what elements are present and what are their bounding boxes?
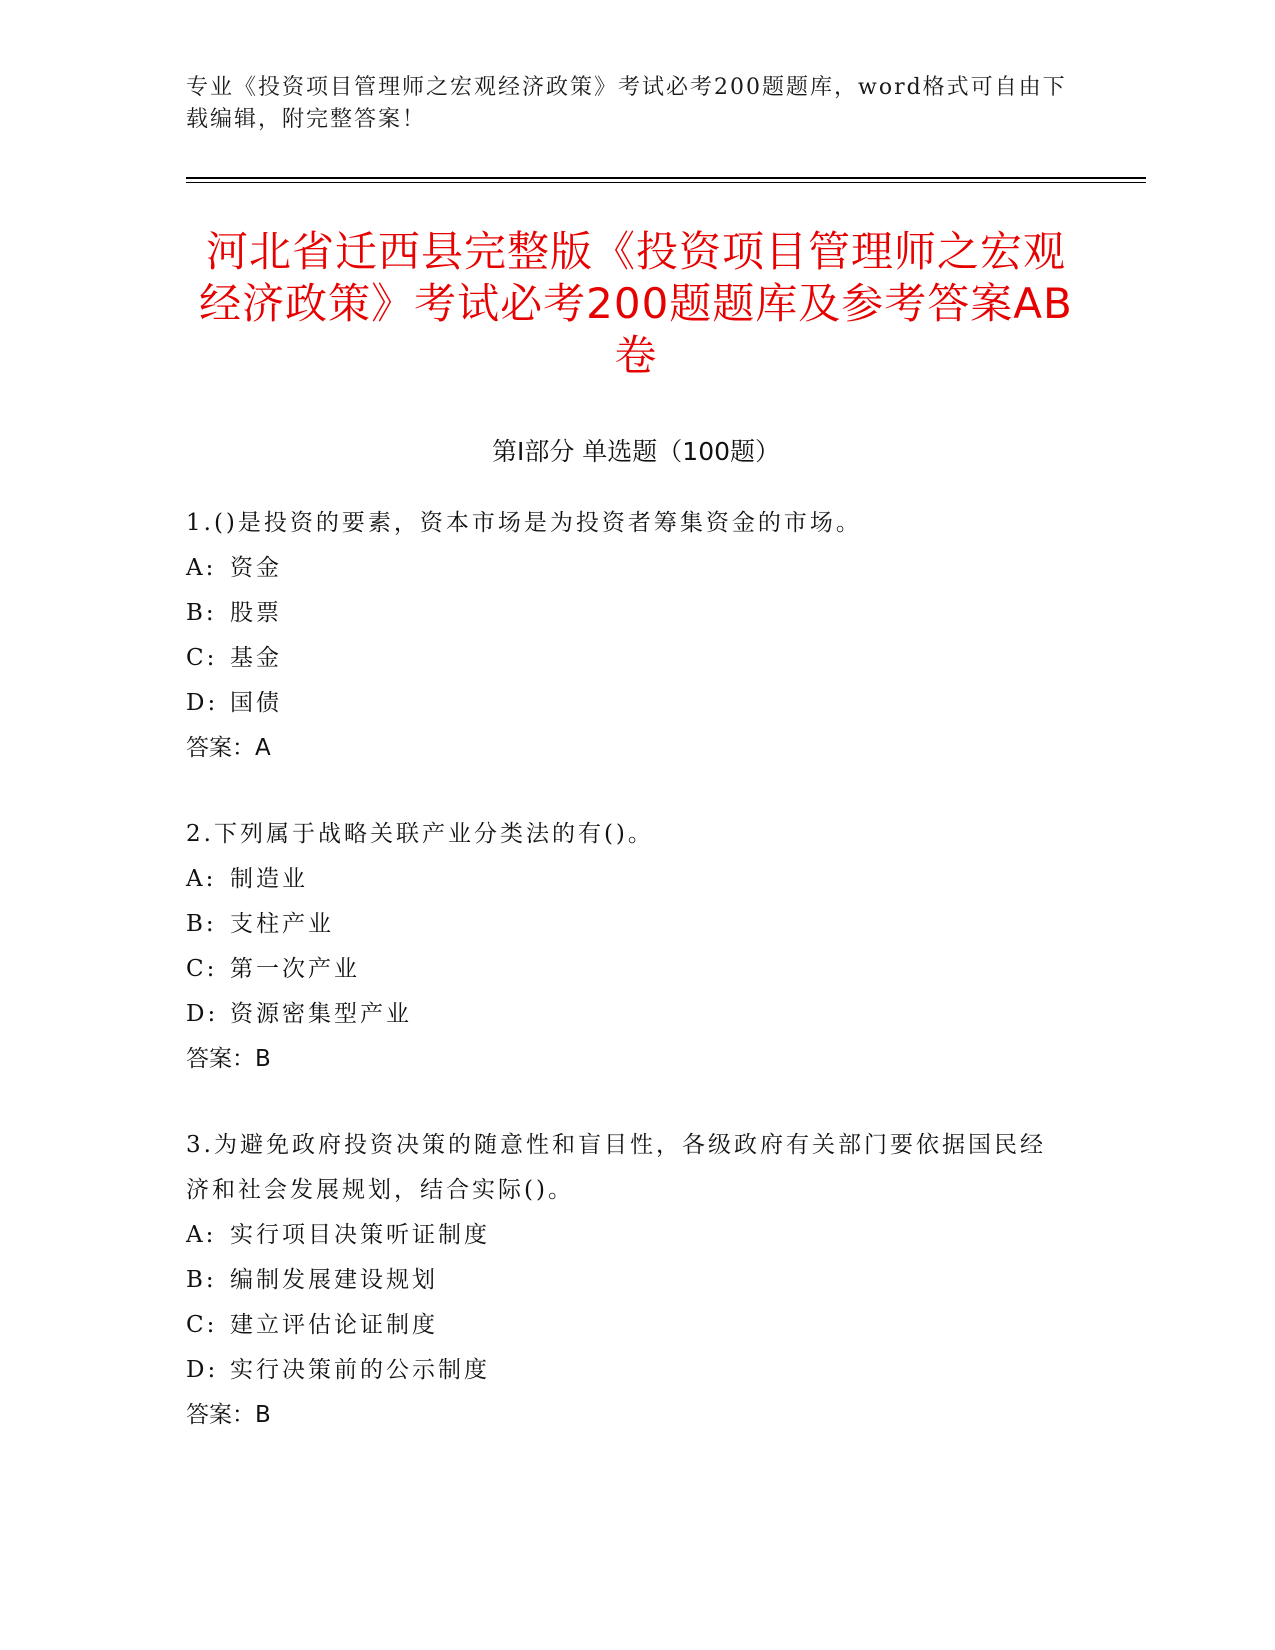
option-key: D: xyxy=(186,1001,219,1027)
answer-line: 答案：B xyxy=(186,1402,271,1428)
option-key: B: xyxy=(186,600,217,626)
header-rule-thick xyxy=(186,177,1146,179)
option-text: 基金 xyxy=(230,645,282,671)
option-c xyxy=(186,636,1066,681)
option-key: A: xyxy=(186,866,217,892)
option-key: C: xyxy=(186,956,218,982)
option-text: 国债 xyxy=(230,690,282,716)
question-stem: 1.()是投资的要素，资本市场是为投资者筹集资金的市场。 xyxy=(186,510,862,536)
header-note: 专业《投资项目管理师之宏观经济政策》考试必考200题题库，word格式可自由下载编辑，附完整答案！ xyxy=(186,75,1067,132)
question-stem: 2.下列属于战略关联产业分类法的有()。 xyxy=(186,821,654,847)
document-title: 河北省迁西县完整版《投资项目管理师之宏观经济政策》考试必考200题题库及参考答案AB卷 xyxy=(199,227,1073,380)
option-c xyxy=(186,947,1066,992)
option-text: 支柱产业 xyxy=(230,911,334,937)
option-text: 资源密集型产业 xyxy=(230,1001,412,1027)
option-text: 第一次产业 xyxy=(230,956,360,982)
option-b xyxy=(186,902,1066,947)
option-a xyxy=(186,857,1066,902)
question-2 xyxy=(186,812,1066,1082)
option-d xyxy=(186,1348,1066,1393)
question-1 xyxy=(186,501,1066,771)
question-3 xyxy=(186,1123,1066,1438)
option-b xyxy=(186,591,1066,636)
option-key: A: xyxy=(186,555,217,581)
option-text: 股票 xyxy=(230,600,282,626)
option-a xyxy=(186,1213,1066,1258)
option-text: 建立评估论证制度 xyxy=(230,1312,438,1338)
option-key: B: xyxy=(186,911,217,937)
option-text: 实行决策前的公示制度 xyxy=(230,1357,490,1383)
answer-line: 答案：B xyxy=(186,1046,271,1072)
option-d xyxy=(186,681,1066,726)
option-a xyxy=(186,546,1066,591)
option-text: 制造业 xyxy=(230,866,308,892)
option-key: B: xyxy=(186,1267,217,1293)
option-d xyxy=(186,992,1066,1037)
question-stem: 3.为避免政府投资决策的随意性和盲目性，各级政府有关部门要依据国民经济和社会发展规划，结合实际()。 xyxy=(186,1132,1046,1203)
section-heading: 第Ⅰ部分 单选题（100题） xyxy=(491,437,781,466)
option-key: C: xyxy=(186,1312,218,1338)
option-key: D: xyxy=(186,1357,219,1383)
option-text: 实行项目决策听证制度 xyxy=(230,1222,490,1248)
header-rule-thin xyxy=(186,182,1146,183)
option-text: 资金 xyxy=(230,555,282,581)
option-key: D: xyxy=(186,690,219,716)
option-b xyxy=(186,1258,1066,1303)
option-c xyxy=(186,1303,1066,1348)
answer-line: 答案：A xyxy=(186,735,271,761)
option-key: A: xyxy=(186,1222,217,1248)
option-text: 编制发展建设规划 xyxy=(230,1267,438,1293)
option-key: C: xyxy=(186,645,218,671)
